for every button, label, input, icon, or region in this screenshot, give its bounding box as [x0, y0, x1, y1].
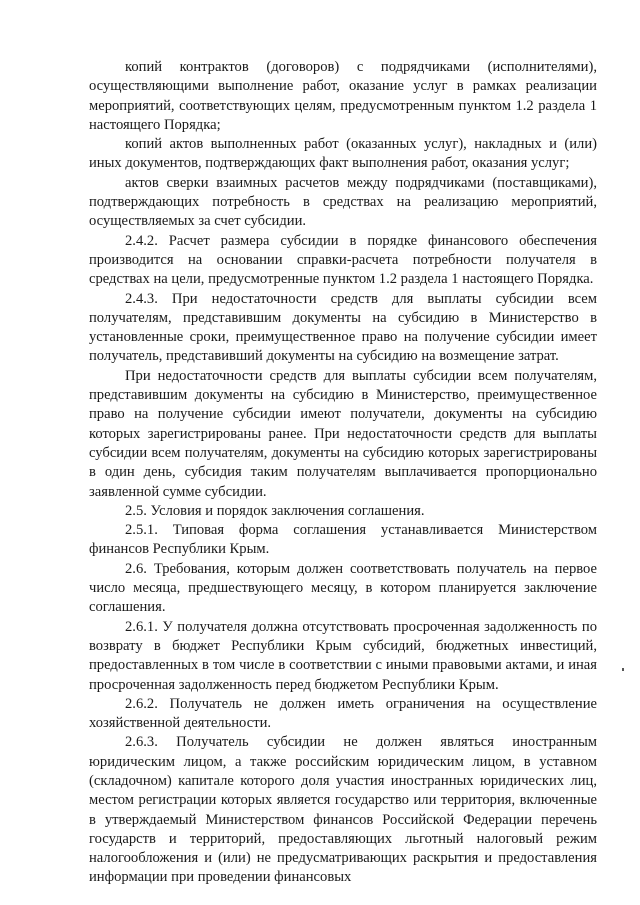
paragraph-2-6-2: 2.6.2. Получатель не должен иметь ограничения на осуществление хозяйственной деятельности. [89, 695, 597, 732]
document-body [89, 58, 597, 888]
paragraph-insufficient-funds: При недостаточности средств для выплаты субсидии всем получателям, представившим документы на субсидию в Министерство, преимущественное право на получение субсидии имеют получатели, документы на субсидию которых зарегистрированы ранее. При недостаточности средств для выплаты субсидии всем получателям, документы на субсидию которых зарегистрированы в один день, субсидия таким получателям выплачивается пропорционально заявленной сумме субсидии. [89, 367, 597, 500]
paragraph-2-4-2: 2.4.2. Расчет размера субсидии в порядке финансового обеспечения производится на основании справки-расчета потребности получателя в средствах на цели, предусмотренные пунктом 1.2 раздела 1 настоящего Порядка. [89, 232, 597, 288]
paragraph-2-6-1: 2.6.1. У получателя должна отсутствовать просроченная задолженность по возврату в бюджет Республики Крым субсидий, бюджетных инвестиций, предоставленных в том числе в соответствии с иными правовыми актами, и иная просроченная задолженность перед бюджетом Республики Крым. [89, 618, 597, 693]
paragraph-contract-copies: копий контрактов (договоров) с подрядчиками (исполнителями), осуществляющими выполнение работ, оказание услуг в рамках реализации мероприятий, соответствующих целям, предусмотренным пунктом 1.2 раздела 1 настоящего Порядка; [89, 59, 597, 133]
paragraph-2-6: 2.6. Требования, которым должен соответствовать получатель на первое число месяца, предшествующего месяцу, в котором планируется заключение соглашения. [89, 560, 597, 616]
paragraph-2-5: 2.5. Условия и порядок заключения соглашения. [125, 502, 425, 519]
paragraph-reconciliation-acts: актов сверки взаимных расчетов между подрядчиками (поставщиками), подтверждающих потребность в средствах на реализацию мероприятий, осуществляемых за счет субсидии. [89, 174, 597, 230]
paragraph-2-4-3: 2.4.3. При недостаточности средств для выплаты субсидии всем получателям, представившим документы на субсидию в Министерство в установленные сроки, преимущественное право на получение субсидии имеет получатель, представивший документы на субсидию на возмещение затрат. [89, 290, 597, 365]
paragraph-work-acts: копий актов выполненных работ (оказанных услуг), накладных и (или) иных документов, подтверждающих факт выполнения работ, оказания услуг; [89, 136, 597, 172]
scan-mark [622, 668, 624, 671]
paragraph-2-6-3: 2.6.3. Получатель субсидии не должен являться иностранным юридическим лицом, а также российским юридическим лицом, в уставном (складочном) капитале которого доля участия иностранных юридических лиц, местом регистрации которых является государство или территория, включенные в утверждаемый Министерством финансов Российской Федерации перечень государств и территорий, предоставляющих льготный налоговый режим налогообложения и (или) не предусматривающих раскрытия и предоставления информации при проведении финансовых [89, 734, 597, 886]
paragraph-2-5-1: 2.5.1. Типовая форма соглашения устанавливается Министерством финансов Республики Крым. [89, 522, 597, 558]
